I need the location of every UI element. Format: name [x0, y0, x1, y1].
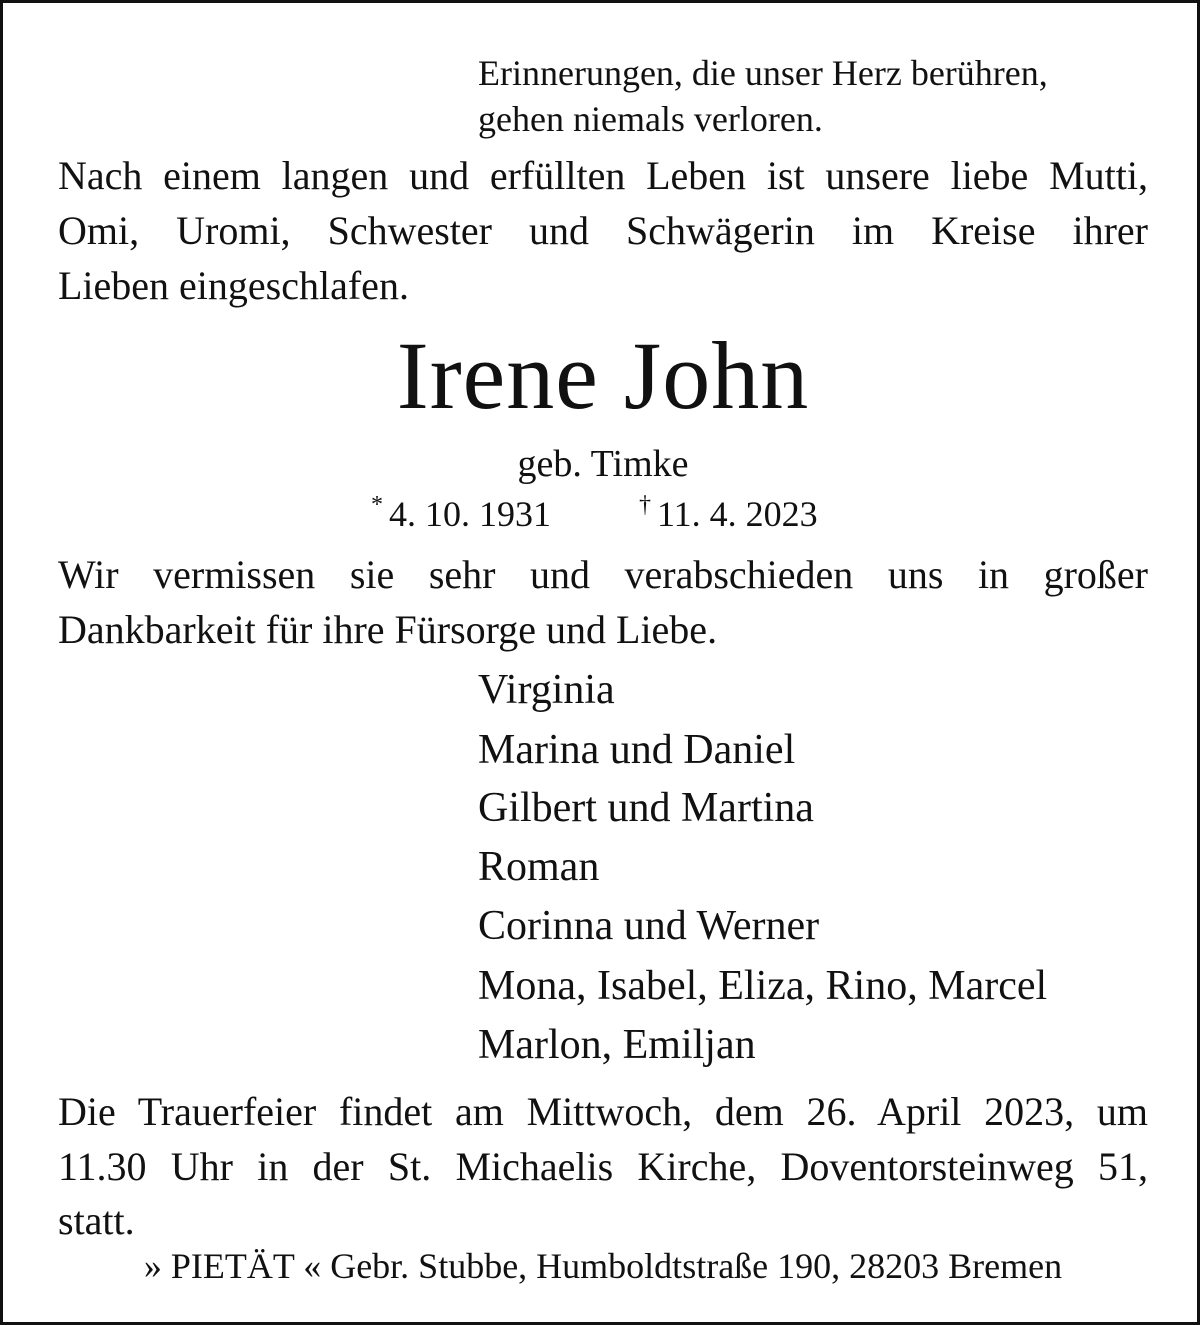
service-line-3: statt. — [58, 1198, 135, 1243]
intro-line-2: Omi, Uromi, Schwester und Schwägerin im Kreise ihrer — [58, 208, 1148, 253]
birth-star-icon: * — [371, 492, 383, 518]
deceased-name: Irene John — [396, 322, 810, 429]
motto-line-1: Erinnerungen, die unser Herz berühren, — [478, 53, 1048, 93]
service-line-1: Die Trauerfeier findet am Mittwoch, dem 26. April 2023, um — [58, 1089, 1148, 1134]
intro-line-1: Nach einem langen und erfüllten Leben ist unsere liebe Mutti, — [58, 153, 1148, 198]
mourner-line: Marlon, Emiljan — [478, 1022, 756, 1068]
service-line-2: 11.30 Uhr in der St. Michaelis Kirche, Doventorsteinweg 51, — [58, 1144, 1148, 1189]
mourner-line: Roman — [478, 844, 600, 890]
mourner-line: Mona, Isabel, Eliza, Rino, Marcel — [478, 963, 1048, 1009]
death-date-group — [639, 493, 818, 532]
birth-date: 4. 10. 1931 — [389, 494, 551, 534]
birth-date-group — [371, 493, 551, 532]
mourner-line: Marina und Daniel — [478, 727, 796, 773]
intro-line-3: Lieben eingeschlafen. — [58, 263, 409, 308]
death-date: 11. 4. 2023 — [657, 494, 818, 534]
birth-name: geb. Timke — [517, 443, 689, 485]
undertaker-line: » PIETÄT « Gebr. Stubbe, Humboldtstraße 190, 28203 Bremen — [143, 1246, 1063, 1286]
mourner-line: Corinna und Werner — [478, 903, 820, 949]
mourner-line: Virginia — [478, 667, 615, 713]
mourner-line: Gilbert und Martina — [478, 785, 814, 831]
farewell-line-2: Dankbarkeit für ihre Fürsorge und Liebe. — [58, 607, 718, 652]
farewell-line-1: Wir vermissen sie sehr und verabschieden uns in großer — [58, 552, 1148, 597]
death-cross-icon: † — [639, 492, 651, 518]
motto-line-2: gehen niemals verloren. — [478, 99, 823, 139]
